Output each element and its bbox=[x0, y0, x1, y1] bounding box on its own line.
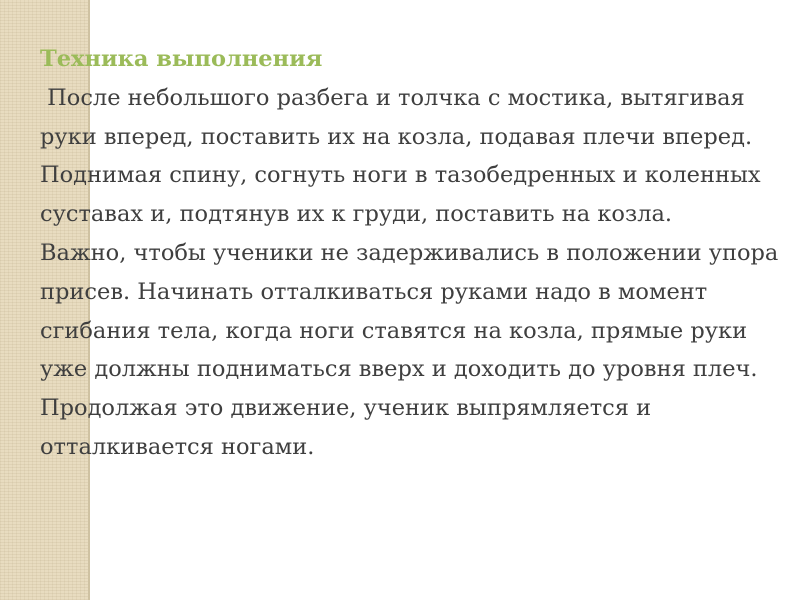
slide-content bbox=[40, 40, 790, 467]
paragraph-important: Важно, чтобы ученики не задерживались в положении упора присев. Начинать отталкиваться руками надо в момент сгибания тела, когда ноги ставятся на козла, прямые руки уже должны подниматься вверх и доходить до уровня плеч. Продолжая это движение, ученик выпрямляется и отталкивается ногами. bbox=[40, 239, 786, 460]
paragraph-technique: После небольшого разбега и толчка с мостика, вытягивая руки вперед, поставить их на козла, подавая плечи вперед. Поднимая спину, согнуть ноги в тазобедренных и коленных суставах и, подтянув их к груди, поставить на козла. bbox=[40, 84, 768, 228]
slide-heading: Техника выполнения bbox=[40, 46, 323, 72]
